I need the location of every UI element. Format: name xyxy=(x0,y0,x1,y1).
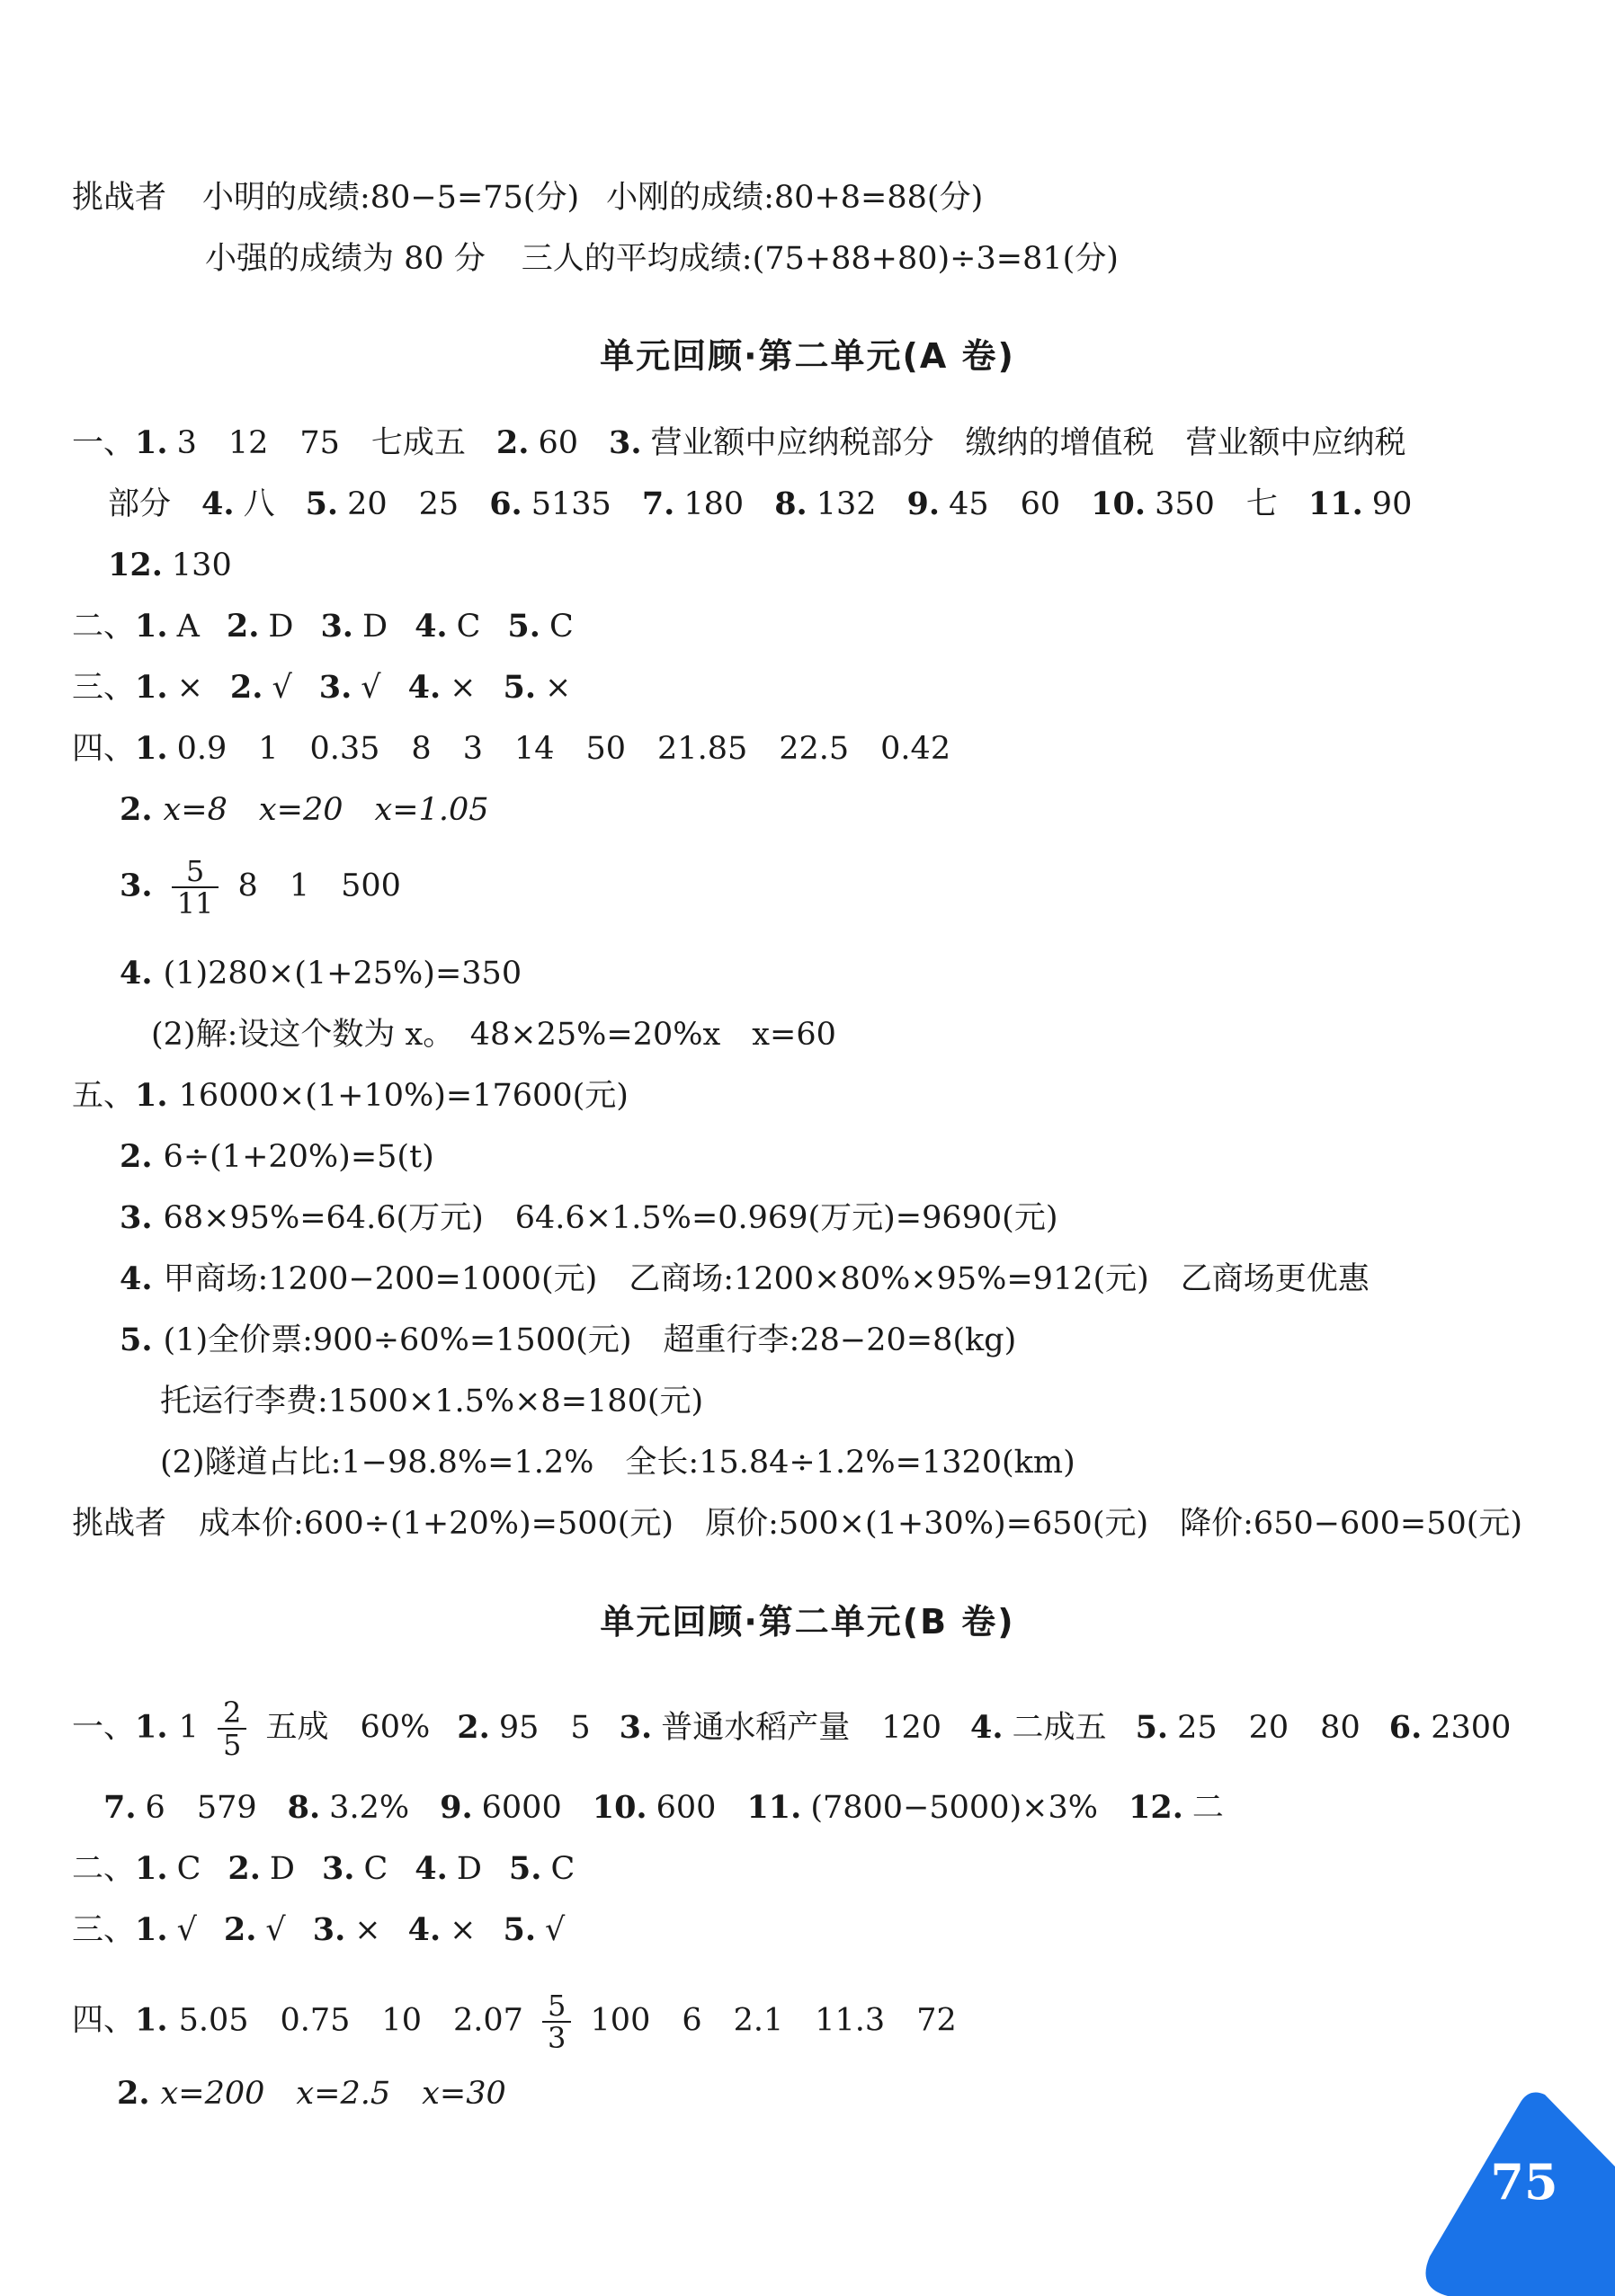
answer-text: 20 25 xyxy=(347,486,460,522)
answer-text: 60 xyxy=(538,425,578,461)
answer-text: √ xyxy=(545,1912,566,1948)
answer-text: C xyxy=(549,609,574,645)
section-a-q4-line4 xyxy=(120,953,522,994)
section-a-q3 xyxy=(72,667,571,708)
answer-text: 6 579 xyxy=(145,1790,257,1826)
answer-text: x=200 x=2.5 x=30 xyxy=(160,2076,506,2112)
answer-text: 5.05 0.75 10 2.07 xyxy=(178,2002,523,2039)
fraction-numerator: 5 xyxy=(172,856,219,888)
answer-text: 8 1 500 xyxy=(237,868,401,904)
answer-group xyxy=(430,1710,1511,1746)
answer-text: √ xyxy=(176,1912,197,1948)
section-b-q1-line2 xyxy=(103,1787,1224,1829)
section-a-q5-line7 xyxy=(160,1442,1075,1483)
item-number: 7. xyxy=(103,1789,137,1826)
section-a-q1-line1 xyxy=(72,423,1406,464)
item-number: 4. xyxy=(120,1260,153,1297)
item-number: 5. xyxy=(503,1911,537,1948)
answer-text: (2)解:设这个数为 x。 48×25%=20%x x=60 xyxy=(151,1017,836,1053)
answer-text: 95 5 xyxy=(498,1709,591,1746)
answer-text: C xyxy=(456,609,481,645)
answer-text: 八 xyxy=(243,486,275,522)
answer-text: 6000 xyxy=(481,1790,562,1826)
answer-text: × xyxy=(450,1912,477,1948)
section-b-q4-line1 xyxy=(72,1990,957,2053)
item-number: 11. xyxy=(746,1789,802,1826)
answer-text: 小刚的成绩:80+8=88(分) xyxy=(606,180,984,216)
item-number: 1. xyxy=(135,424,168,461)
item-number: 3. xyxy=(312,1911,346,1948)
section-a-q1-line2 xyxy=(108,484,1412,525)
item-number: 5. xyxy=(120,1322,153,1358)
item-number: 6. xyxy=(489,485,522,522)
item-number: 8. xyxy=(287,1789,321,1826)
item-number: 4. xyxy=(415,608,448,645)
item-number: 9. xyxy=(906,485,941,522)
answer-text: 16000×(1+10%)=17600(元) xyxy=(178,1078,629,1114)
answer-text: (7800−5000)×3% xyxy=(810,1790,1098,1826)
item-number: 1. xyxy=(135,1077,168,1114)
answer-text: 25 20 80 xyxy=(1177,1709,1361,1746)
answer-text: 五成 60% xyxy=(265,1709,431,1746)
answer-text: 1 xyxy=(178,1709,199,1746)
item-number: 3. xyxy=(320,608,353,645)
item-number: 4. xyxy=(415,1850,448,1887)
section-b-q2 xyxy=(72,1848,575,1890)
fraction xyxy=(542,1990,571,2053)
item-number: 4. xyxy=(120,955,153,992)
section-a-q5-line2 xyxy=(120,1136,434,1178)
answer-text: 3.2% xyxy=(329,1790,410,1826)
answer-text: D xyxy=(456,1851,482,1887)
answer-text: 130 xyxy=(171,547,232,583)
question-head: 四、 xyxy=(72,731,136,767)
answer-text: × xyxy=(450,670,477,706)
challenge1-line1 xyxy=(72,177,983,218)
fraction xyxy=(172,856,219,919)
answer-text: 90 xyxy=(1371,486,1413,522)
item-number: 4. xyxy=(407,669,442,706)
item-number: 3. xyxy=(318,669,352,706)
section-b-title: 单元回顾·第二单元(B 卷) xyxy=(600,1602,1015,1642)
answer-text: × xyxy=(545,670,572,706)
answer-text: 二 xyxy=(1191,1790,1224,1826)
answer-text: × xyxy=(176,670,203,706)
item-number: 12. xyxy=(108,547,163,583)
answer-text: (1)全价票:900÷60%=1500(元) 超重行李:28−20=8(kg) xyxy=(163,1322,1017,1358)
item-number: 4. xyxy=(201,485,235,522)
item-number: 3. xyxy=(321,1850,355,1887)
section-a-q2 xyxy=(72,606,574,647)
fraction-denominator: 5 xyxy=(222,1728,242,1762)
item-number: 1. xyxy=(135,1708,168,1746)
fraction-denominator: 11 xyxy=(176,886,214,921)
answer-text: (1)280×(1+25%)=350 xyxy=(163,956,522,992)
item-number: 1. xyxy=(135,669,168,706)
answer-text: 350 七 xyxy=(1155,486,1278,522)
section-b-q4-line2 xyxy=(117,2073,506,2114)
answer-text: 0.9 1 0.35 8 3 14 50 21.85 22.5 0.42 xyxy=(176,731,951,767)
answer-text: 2300 xyxy=(1431,1709,1512,1746)
item-number: 1. xyxy=(135,608,168,645)
question-head: 三、 xyxy=(72,1912,136,1948)
item-number: 3. xyxy=(609,424,642,461)
section-a-q5-line1 xyxy=(72,1075,629,1117)
item-number: 7. xyxy=(641,485,675,522)
item-number: 4. xyxy=(407,1911,442,1948)
answer-text: 三人的平均成绩:(75+88+80)÷3=81(分) xyxy=(521,241,1119,277)
page-number: 75 xyxy=(1490,2153,1558,2211)
item-number: 2. xyxy=(457,1708,490,1746)
section-b-q3 xyxy=(72,1909,565,1951)
item-number: 9. xyxy=(440,1789,473,1826)
answer-text: 成本价:600÷(1+20%)=500(元) 原价:500×(1+30%)=650(元) 降价:650−600=50(元) xyxy=(199,1506,1523,1542)
answer-text: 小强的成绩为 80 分 xyxy=(205,241,486,277)
answer-text: (2)隧道占比:1−98.8%=1.2% 全长:15.84÷1.2%=1320(km) xyxy=(160,1445,1075,1481)
answer-text: 托运行李费:1500×1.5%×8=180(元) xyxy=(160,1384,704,1419)
answer-text: 普通水稻产量 120 xyxy=(661,1709,941,1746)
answer-text: 68×95%=64.6(万元) 64.6×1.5%=0.969(万元)=9690(元) xyxy=(163,1200,1058,1236)
answer-text: 部分 xyxy=(108,486,172,522)
answer-text: C xyxy=(363,1851,388,1887)
item-number: 3. xyxy=(619,1708,653,1746)
item-number: 1. xyxy=(135,2001,168,2039)
question-head: 一、 xyxy=(72,425,136,461)
item-number: 10. xyxy=(592,1789,647,1826)
item-number: 1. xyxy=(135,730,168,767)
section-a-q1-line3 xyxy=(108,545,232,586)
answer-text: D xyxy=(269,1851,295,1887)
answer-text: D xyxy=(362,609,388,645)
answer-text: 100 6 2.1 11.3 72 xyxy=(590,2002,957,2039)
answer-text: 180 xyxy=(683,486,745,522)
answer-text: 二成五 xyxy=(1012,1709,1107,1746)
item-number: 4. xyxy=(970,1708,1004,1746)
fraction xyxy=(218,1697,246,1760)
answer-text: 132 xyxy=(816,486,877,522)
question-head: 三、 xyxy=(72,670,136,706)
answer-text: √ xyxy=(272,670,292,706)
section-a-q4-line1 xyxy=(72,728,950,770)
challenge1-line2 xyxy=(205,238,1119,280)
item-number: 5. xyxy=(305,485,339,522)
item-number: 2. xyxy=(120,791,153,828)
item-number: 2. xyxy=(120,1138,153,1175)
answer-text: 甲商场:1200−200=1000(元) 乙商场:1200×80%×95%=912(元) 乙商场更优惠 xyxy=(163,1261,1370,1297)
item-number: 10. xyxy=(1091,485,1147,522)
question-head: 五、 xyxy=(72,1078,136,1114)
item-number: 5. xyxy=(1135,1708,1169,1746)
section-a-title: 单元回顾·第二单元(A 卷) xyxy=(600,336,1015,376)
section-a-q5-line4 xyxy=(120,1259,1370,1300)
answer-text: C xyxy=(550,1851,576,1887)
item-number: 2. xyxy=(495,424,530,461)
fraction-denominator: 3 xyxy=(548,2021,567,2055)
item-number: 2. xyxy=(117,2075,150,2112)
section-a-q5-line3 xyxy=(120,1197,1057,1239)
challenge-label: 挑战者 xyxy=(72,180,167,216)
item-number: 2. xyxy=(228,1850,261,1887)
section-b-q1-line1 xyxy=(72,1697,1511,1760)
answer-text: x=8 x=20 x=1.05 xyxy=(163,792,489,828)
question-head: 二、 xyxy=(72,609,136,645)
answer-text: 5135 xyxy=(531,486,611,522)
item-number: 6. xyxy=(1388,1708,1423,1746)
item-number: 5. xyxy=(508,1850,542,1887)
answer-text: C xyxy=(176,1851,201,1887)
fraction-numerator: 2 xyxy=(218,1697,246,1730)
section-a-q4-line3 xyxy=(120,856,401,919)
answer-text: 营业额中应纳税部分 缴纳的增值税 营业额中应纳税 xyxy=(650,425,1406,461)
section-a-q5-line6 xyxy=(160,1381,703,1422)
item-number: 11. xyxy=(1307,485,1363,522)
answer-text: √ xyxy=(265,1912,286,1948)
section-a-q5-line5 xyxy=(120,1320,1016,1361)
item-number: 8. xyxy=(774,485,808,522)
question-head: 四、 xyxy=(72,2002,136,2039)
item-number: 2. xyxy=(226,608,260,645)
item-number: 3. xyxy=(120,1199,153,1236)
answer-text: 45 60 xyxy=(949,486,1061,522)
answer-text: × xyxy=(354,1912,381,1948)
answer-text: A xyxy=(176,609,200,645)
answer-text: 小明的成绩:80−5=75(分) xyxy=(202,180,580,216)
item-number: 3. xyxy=(120,867,153,904)
item-number: 2. xyxy=(229,669,263,706)
item-number: 1. xyxy=(135,1850,168,1887)
item-number: 5. xyxy=(507,608,540,645)
section-a-challenge xyxy=(72,1503,1522,1544)
answer-text: 3 12 75 七成五 xyxy=(176,425,466,461)
item-number: 5. xyxy=(503,669,537,706)
answer-text: √ xyxy=(361,670,381,706)
answer-text: D xyxy=(268,609,294,645)
section-a-q4-line5 xyxy=(151,1014,836,1055)
fraction-numerator: 5 xyxy=(542,1990,571,2023)
question-head: 二、 xyxy=(72,1851,136,1887)
challenge-label: 挑战者 xyxy=(72,1506,167,1542)
section-a-q4-line2 xyxy=(120,789,488,831)
item-number: 12. xyxy=(1128,1789,1183,1826)
item-number: 2. xyxy=(223,1911,257,1948)
question-head: 一、 xyxy=(72,1709,136,1746)
answer-text: 6÷(1+20%)=5(t) xyxy=(163,1139,434,1175)
answer-text: 600 xyxy=(656,1790,717,1826)
item-number: 1. xyxy=(135,1911,168,1948)
